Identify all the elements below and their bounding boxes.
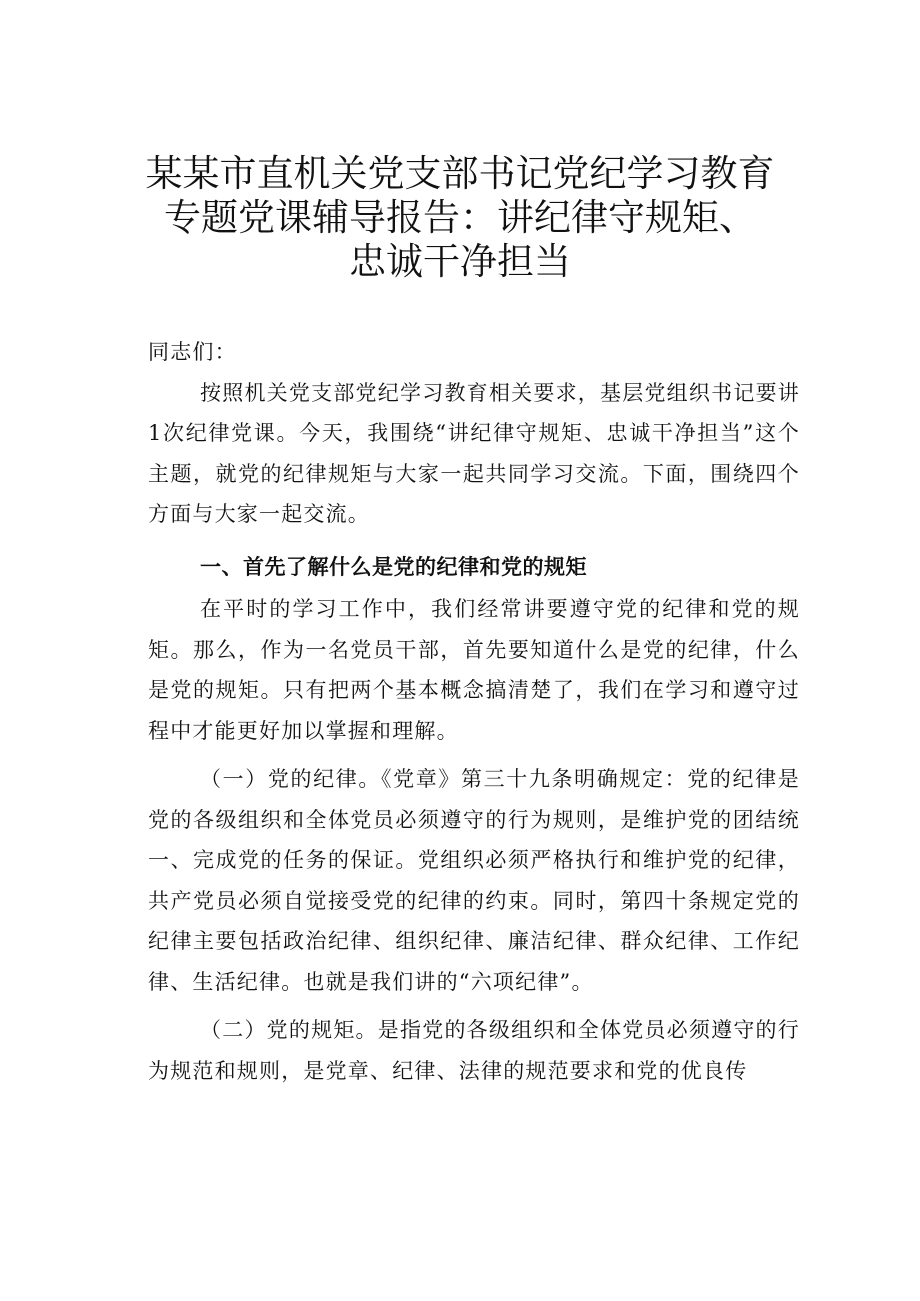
subsection-2-paragraph (148, 1010, 800, 1091)
subsection-2-body: 是指党的各级组织和全体党员必须遵守的行为规范和规则，是党章、纪律、法律的规范要求和党的优良传 (148, 1018, 800, 1083)
spacer (148, 751, 800, 759)
salutation: 同志们： (148, 340, 237, 364)
section-1-heading: 一、首先了解什么是党的纪律和党的规矩 (200, 554, 587, 579)
section-1-paragraph: 在平时的学习工作中，我们经常讲要遵守党的纪律和党的规矩。那么，作为一名党员干部，首先要知道什么是党的纪律，什么是党的规矩。只有把两个基本概念搞清楚了，我们在学习和遵守过程中才能更好加以掌握和理解。 (148, 597, 800, 743)
document-body (148, 332, 800, 1091)
intro-paragraph: 按照机关党支部党纪学习教育相关要求，基层党组织书记要讲1次纪律党课。今天，我围绕“讲纪律守规矩、忠诚干净担当”这个主题，就党的纪律规矩与大家一起共同学习交流。下面，围绕四个方面与大家一起交流。 (148, 380, 800, 526)
subsection-1-paragraph (148, 759, 800, 1002)
spacer (148, 1002, 800, 1010)
title-line-1: 某某市直机关党支部书记党纪学习教育 (145, 152, 775, 195)
spacer (148, 535, 800, 543)
subsection-1-lead: （一）党的纪律。 (200, 767, 382, 791)
title-line-3: 忠诚干净担当 (349, 240, 571, 283)
document-title (120, 152, 800, 284)
title-line-2: 专题党课辅导报告：讲纪律守规矩、 (164, 196, 756, 239)
subsection-2-lead: （二）党的规矩。 (200, 1018, 378, 1042)
subsection-1-body: 《党章》第三十九条明确规定：党的纪律是党的各级组织和全体党员必须遵守的行为规则，是维护党的团结统一、完成党的任务的保证。党组织必须严格执行和维护党的纪律，共产党员必须自觉接受党的纪律的约束。同时，第四十条规定党的纪律主要包括政治纪律、组织纪律、廉洁纪律、群众纪律、工作纪律、生活纪律。也就是我们讲的“六项纪律”。 (148, 767, 800, 994)
